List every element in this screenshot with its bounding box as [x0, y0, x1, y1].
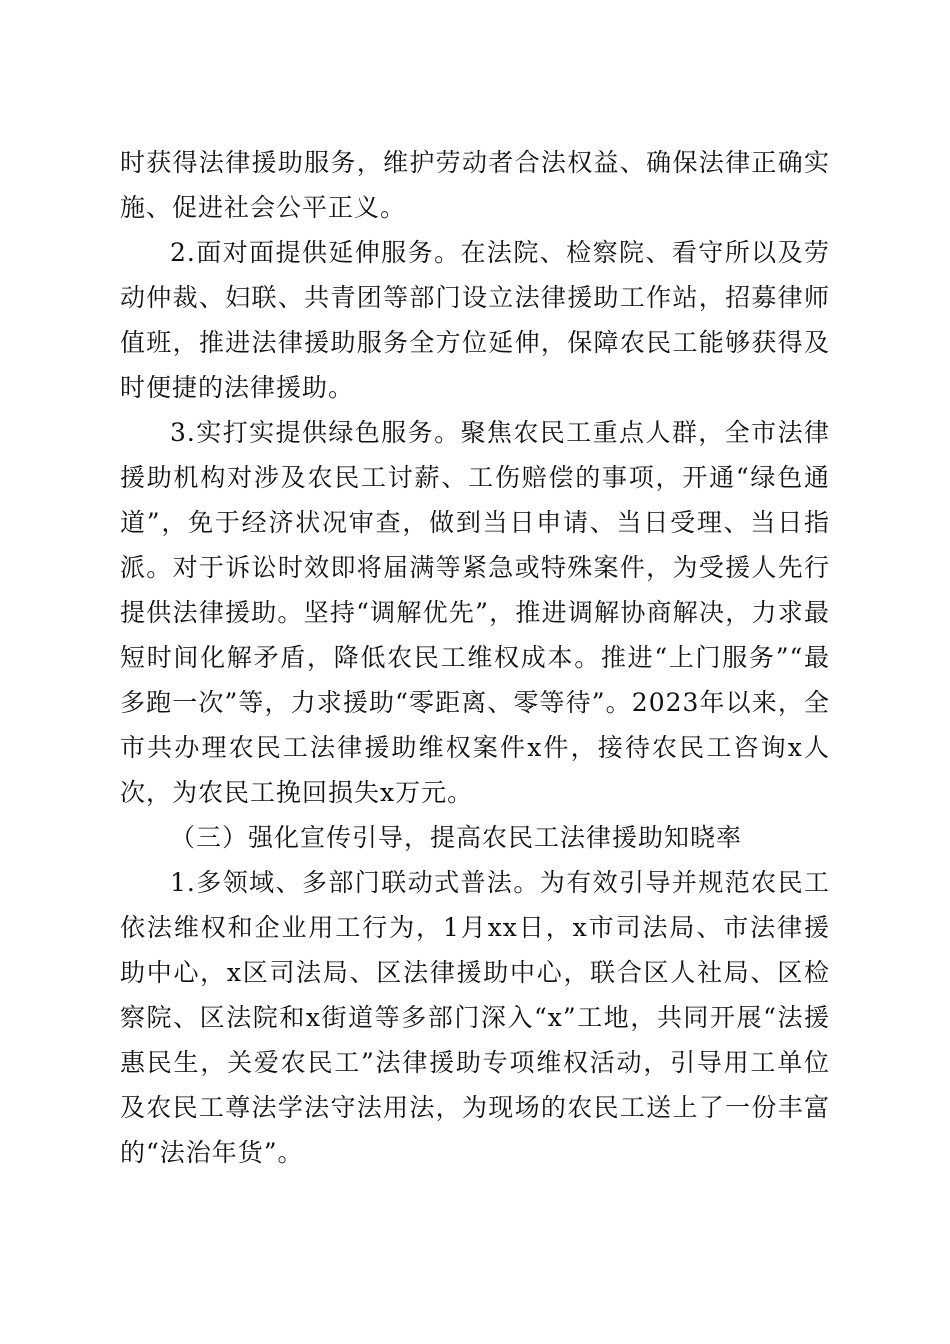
paragraph-item-1: 1.多领域、多部门联动式普法。为有效引导并规范农民工依法维权和企业用工行为，1月xx日，x市司法局、市法律援助中心，x区司法局、区法律援助中心，联合区人社局、区检察院、区法院和x街道等多部门深入“x”工地，共同开展“法援惠民生，关爱农民工”法律援助专项维权活动，引导用工单位及农民工尊法学法守法用法，为现场的农民工送上了一份丰富的“法治年货”。	[120, 868, 830, 1167]
section-heading-3: （三）强化宣传引导，提高农民工法律援助知晓率	[170, 823, 743, 852]
document-body	[120, 140, 830, 1175]
paragraph-item-2: 2.面对面提供延伸服务。在法院、检察院、看守所以及劳动仲裁、妇联、共青团等部门设立法律援助工作站，招募律师值班，推进法律援助服务全方位延伸，保障农民工能够获得及时便捷的法律援助。	[120, 238, 830, 402]
paragraph-continuation: 时获得法律援助服务，维护劳动者合法权益、确保法律正确实施、促进社会公平正义。	[120, 148, 830, 222]
paragraph-item-3: 3.实打实提供绿色服务。聚焦农民工重点人群，全市法律援助机构对涉及农民工讨薪、工伤赔偿的事项，开通“绿色通道”，免于经济状况审查，做到当日申请、当日受理、当日指派。对于诉讼时效即将届满等紧急或特殊案件，为受援人先行提供法律援助。坚持“调解优先”，推进调解协商解决，力求最短时间化解矛盾，降低农民工维权成本。推进“上门服务”“最多跑一次”等，力求援助“零距离、零等待”。2023年以来，全市共办理农民工法律援助维权案件x件，接待农民工咨询x人次，为农民工挽回损失x万元。	[120, 418, 830, 807]
